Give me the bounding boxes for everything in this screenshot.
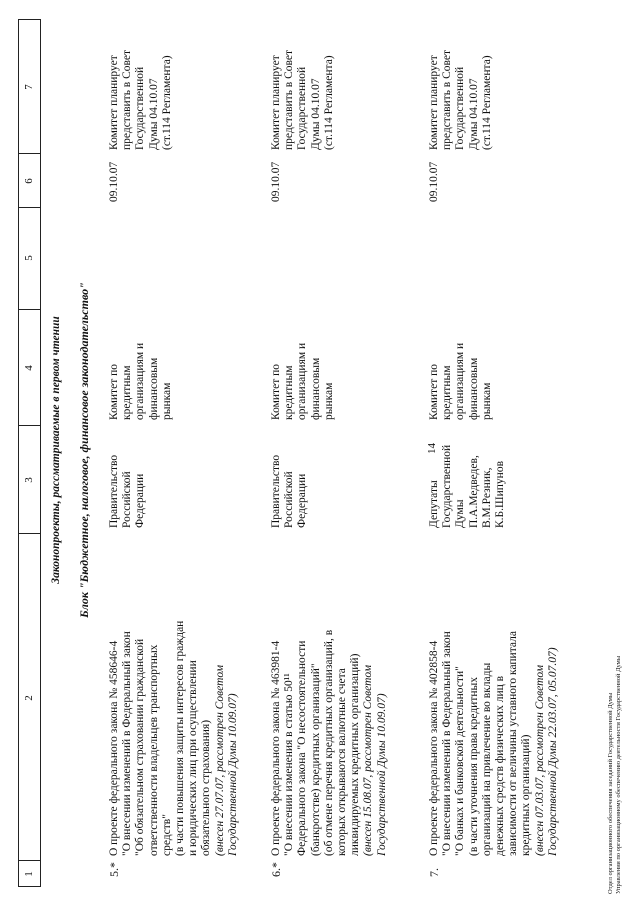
text-line: денежных средств физических лиц в: [494, 675, 507, 856]
responsible-committee: [270, 318, 336, 420]
block-heading: Блок "Бюджетное, налоговое, финансовое законодательство": [77, 282, 91, 618]
responsible-committee: [428, 318, 494, 420]
text-line: (в части повышения защиты интересов граждан: [174, 620, 187, 856]
text-line: Государственной: [296, 66, 309, 150]
text-line: кредитным: [283, 365, 296, 420]
text-line: финансовым: [147, 357, 160, 420]
text-line: ответственности владельцев транспортных: [147, 644, 160, 856]
text-line: (в части уточнения права кредитных: [467, 677, 480, 856]
text-line-italic: Государственной Думы 10.09.07): [226, 693, 239, 856]
text-line: организаций на привлечение во вклады: [480, 662, 493, 856]
header-divider-1: [18, 860, 41, 861]
text-line: "О внесении изменений в Федеральный закон: [121, 631, 134, 856]
text-line: Комитет планирует: [428, 55, 440, 150]
text-line: Думы 04.10.07: [467, 78, 480, 150]
text-line: Думы 04.10.07: [309, 78, 322, 150]
text-line-italic: (внесен 15.08.07, рассмотрен Советом: [362, 664, 375, 856]
text-line: представить в Совет: [121, 49, 134, 150]
column-number-3: 3: [23, 477, 35, 483]
text-line: обязательного страхования): [200, 719, 213, 856]
column-number-2: 2: [23, 695, 35, 701]
text-line: Федерации: [134, 473, 147, 528]
text-line: организациям и: [454, 342, 467, 420]
text-line: зависимости от величины уставного капитала: [507, 631, 520, 856]
committee-note: [108, 28, 174, 150]
text-line: (ст.114 Регламента): [160, 55, 173, 150]
text-line: организациям и: [296, 342, 309, 420]
text-line: представить в Совет: [283, 49, 296, 150]
text-line: кредитных организаций): [520, 734, 533, 856]
bill-author: [108, 430, 148, 528]
text-line: "О банках и банковской деятельности": [454, 666, 467, 856]
bill-description: [108, 540, 240, 856]
footer-line: Управления по организационному обеспечению деятельности Государственной Думы: [614, 655, 622, 894]
text-line: рынкам: [160, 382, 173, 420]
text-line: "О внесении изменения в статью 50¹¹: [283, 673, 296, 856]
text-line: ликвидируемых кредитных организаций): [349, 653, 362, 856]
text-line: (банкротстве) кредитных организаций": [309, 663, 322, 856]
text-line-italic: Государственной Думы 22.03.07, 05.07.07): [546, 647, 559, 856]
row-mark: 6.*: [269, 862, 283, 877]
text-line: Правительство: [270, 454, 282, 528]
text-line: кредитным: [121, 365, 134, 420]
text-line: Российской: [121, 471, 134, 528]
text-line: П.А.Медведев,: [467, 455, 480, 528]
column-number-7: 7: [23, 84, 35, 90]
text-line: финансовым: [467, 357, 480, 420]
column-number-5: 5: [23, 255, 35, 261]
bill-description: [270, 540, 389, 856]
header-bottom-rule: [40, 19, 41, 887]
header-divider-3: [18, 425, 41, 426]
text-line: которых открываются валютные счета: [336, 668, 349, 856]
header-divider-4: [18, 309, 41, 310]
text-line: Комитет планирует: [108, 55, 120, 150]
text-line: (об отмене перечня кредитных организаций, в: [322, 629, 335, 856]
text-line: организациям и: [134, 342, 147, 420]
text-line: и юридических лиц при осуществлении: [187, 660, 200, 856]
committee-note: [270, 28, 336, 150]
text-line: рынкам: [322, 382, 335, 420]
text-line: Комитет по: [428, 364, 440, 420]
text-line: Российской: [283, 471, 296, 528]
committee-note: [428, 28, 494, 150]
text-line: рынкам: [480, 382, 493, 420]
text-line: средств": [160, 814, 173, 856]
text-line-italic: (внесен 27.07.07, рассмотрен Советом: [213, 664, 226, 856]
header-divider-6: [18, 153, 41, 154]
text-line: (ст.114 Регламента): [480, 55, 493, 150]
text-line: Правительство: [108, 454, 120, 528]
page-number: 14: [426, 443, 438, 454]
header-divider-5: [18, 207, 41, 208]
page-footer: [607, 656, 622, 894]
consideration-date: 09.10.07: [270, 161, 282, 202]
header-top-rule: [18, 19, 19, 887]
footer-line: Отдел организационного обеспечения заседаний Государственной Думы: [607, 692, 614, 894]
text-line: К.Б.Шипунов: [494, 460, 507, 528]
text-line: Думы 04.10.07: [147, 78, 160, 150]
text-line: представить в Совет: [441, 49, 454, 150]
text-line: Федерации: [296, 473, 309, 528]
text-line: О проекте федерального закона № 458646-4: [108, 640, 120, 856]
consideration-date: 09.10.07: [108, 161, 120, 202]
row-mark: 7.: [427, 868, 441, 877]
text-line: финансовым: [309, 357, 322, 420]
text-line: Думы: [454, 499, 467, 528]
row-mark: 5.*: [107, 862, 121, 877]
text-line: "О внесении изменений в Федеральный закон: [441, 631, 454, 856]
text-line: Государственной: [134, 66, 147, 150]
text-line: Комитет планирует: [270, 55, 282, 150]
text-line: Государственной: [441, 444, 454, 528]
text-line: Федерального закона "О несостоятельности: [296, 640, 309, 856]
bill-author: [270, 430, 310, 528]
text-line: О проекте федерального закона № 463981-4: [270, 640, 282, 856]
consideration-date: 09.10.07: [428, 161, 440, 202]
column-number-6: 6: [23, 178, 35, 184]
responsible-committee: [108, 318, 174, 420]
column-number-4: 4: [23, 365, 35, 371]
section-heading: Законопроекты, рассматриваемые в первом чтении: [50, 316, 62, 584]
column-number-1: 1: [23, 871, 35, 877]
text-line: "Об обязательном страховании гражданской: [134, 638, 147, 856]
text-line-italic: Государственной Думы 10.09.07): [375, 693, 388, 856]
text-line: Государственной: [454, 66, 467, 150]
header-right-border: [18, 19, 41, 20]
bill-author: [428, 430, 507, 528]
header-divider-2: [18, 533, 41, 534]
text-line: Комитет по: [108, 364, 120, 420]
text-line: Депутаты: [428, 480, 440, 528]
text-line: В.М.Резник,: [480, 467, 493, 528]
text-line: (ст.114 Регламента): [322, 55, 335, 150]
bill-description: [428, 540, 560, 856]
header-left-border: [18, 886, 41, 887]
text-line: кредитным: [441, 365, 454, 420]
text-line: Комитет по: [270, 364, 282, 420]
text-line-italic: (внесен 07.03.07, рассмотрен Советом: [533, 664, 546, 856]
text-line: О проекте федерального закона № 402858-4: [428, 640, 440, 856]
